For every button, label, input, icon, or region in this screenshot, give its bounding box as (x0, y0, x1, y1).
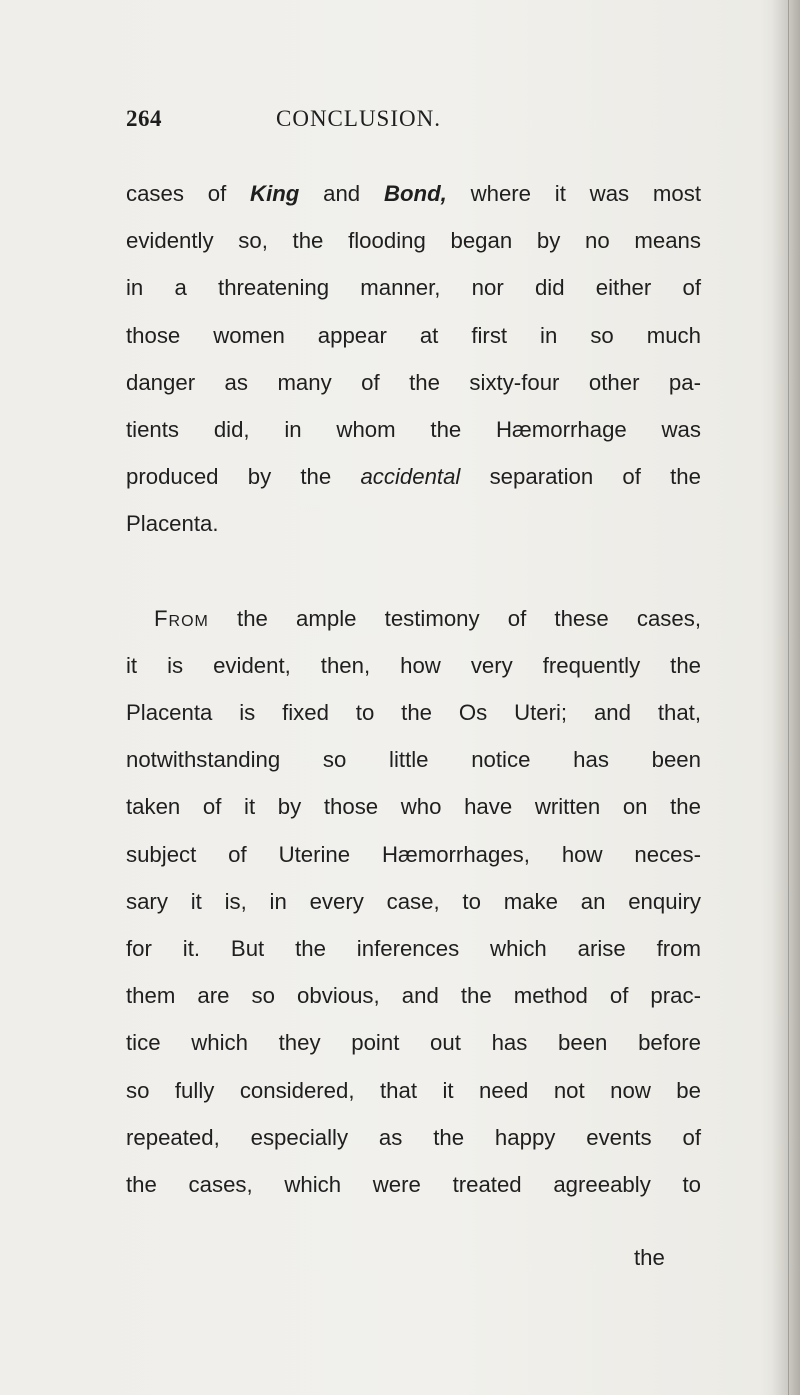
text-line: subject of Uterine Hæmorrhages, how neces- (126, 841, 701, 867)
paragraph-gap (126, 548, 701, 595)
text-line: cases of King and Bond, where it was most (126, 181, 701, 206)
text-line: those women appear at first in so much (126, 322, 701, 348)
page-edge-shadow (772, 0, 800, 1395)
case-name-king: King (250, 181, 300, 206)
text-line: it is evident, then, how very frequently the (126, 652, 701, 678)
catchword: the (634, 1245, 665, 1270)
text-line: Placenta is fixed to the Os Uteri; and that, (126, 700, 701, 726)
text-line: repeated, especially as the happy events of (126, 1124, 701, 1150)
emphasis-accidental: accidental (360, 464, 461, 490)
text-line: danger as many of the sixty-four other pa- (126, 369, 701, 395)
text-line: the cases, which were treated agreeably to (126, 1172, 701, 1198)
text-line: From the ample testimony of these cases, (154, 605, 701, 631)
text-line: them are so obvious, and the method of prac- (126, 983, 701, 1009)
text-line: sary it is, in every case, to make an enquiry (126, 888, 701, 914)
text-line: evidently so, the flooding began by no means (126, 228, 701, 254)
text-line: taken of it by those who have written on the (126, 794, 701, 820)
case-name-bond: Bond, (383, 181, 447, 206)
running-head: CONCLUSION. (276, 106, 441, 131)
text-line: so fully considered, that it need not now be (126, 1077, 701, 1103)
paragraph-2 (126, 595, 701, 1209)
text-line: produced by the accidental separation of the (126, 464, 701, 490)
lead-word: From (154, 605, 209, 631)
text-line: tients did, in whom the Hæmorrhage was (126, 417, 701, 443)
text-line: tice which they point out has been before (126, 1030, 701, 1056)
paragraph-1 (126, 170, 701, 548)
body-text (126, 170, 701, 1208)
page-header (126, 102, 716, 152)
text-line: in a threatening manner, nor did either of (126, 275, 701, 301)
text-line: Placenta. (126, 511, 219, 537)
page-edge-line (788, 0, 789, 1395)
text-line: for it. But the inferences which arise from (126, 936, 701, 962)
text-line: notwithstanding so little notice has been (126, 747, 701, 773)
page-number: 264 (126, 106, 162, 131)
